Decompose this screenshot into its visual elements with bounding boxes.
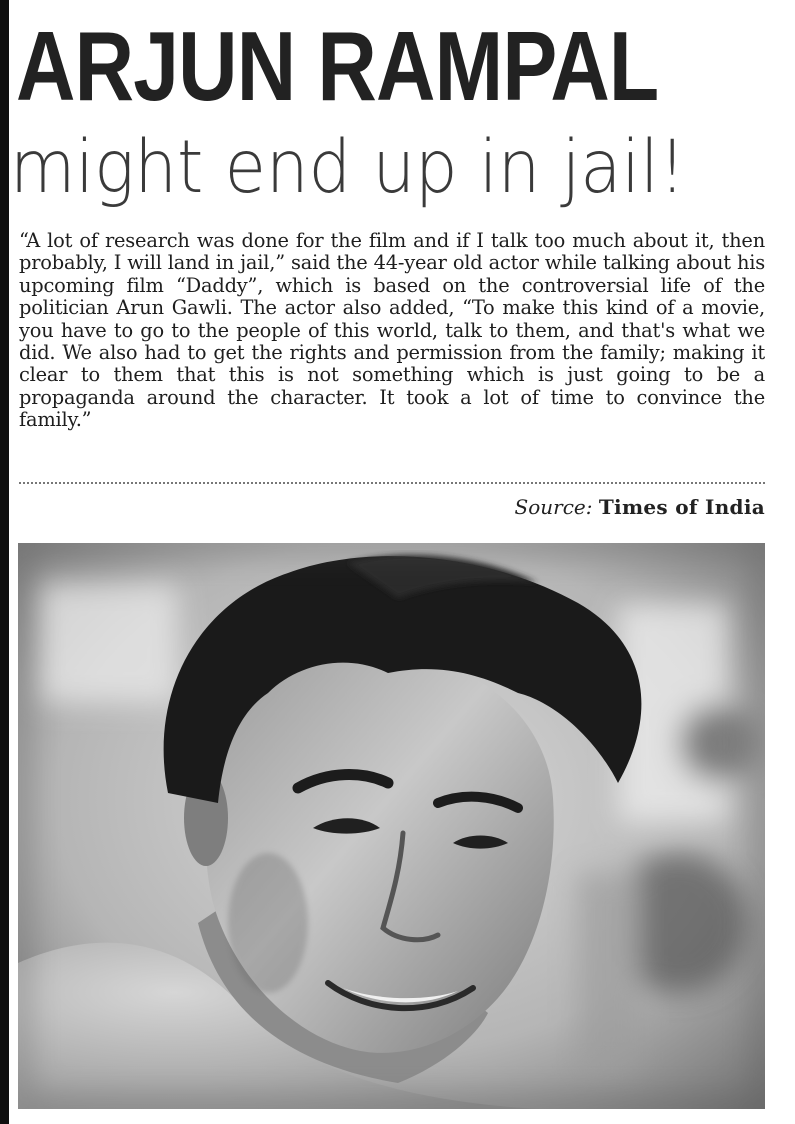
- left-accent-bar: [0, 0, 9, 1124]
- subheadline: might end up in jail!: [10, 125, 686, 210]
- headline: ARJUN RAMPAL: [16, 11, 659, 121]
- source-credit: [515, 495, 765, 519]
- portrait-illustration: [18, 543, 765, 1109]
- article-body: “A lot of research was done for the film and if I talk too much about it, then probably, I will land in jail,” said the 44-year old actor while talking about his upcoming film “Daddy”, which is based on the controversial life of the politician Arun Gawli. The actor also added, “To make this kind of a movie, you have to go to the people of this world, talk to them, and that's what we did. We also had to get the rights and permission from the family; making it clear to them that this is not something which is just going to be a propaganda around the character. It took a lot of time to convince the family.”: [19, 229, 765, 432]
- dotted-divider: [19, 482, 765, 484]
- portrait-photo: [18, 543, 765, 1109]
- source-label: Source:: [514, 495, 593, 519]
- source-name: Times of India: [598, 495, 765, 519]
